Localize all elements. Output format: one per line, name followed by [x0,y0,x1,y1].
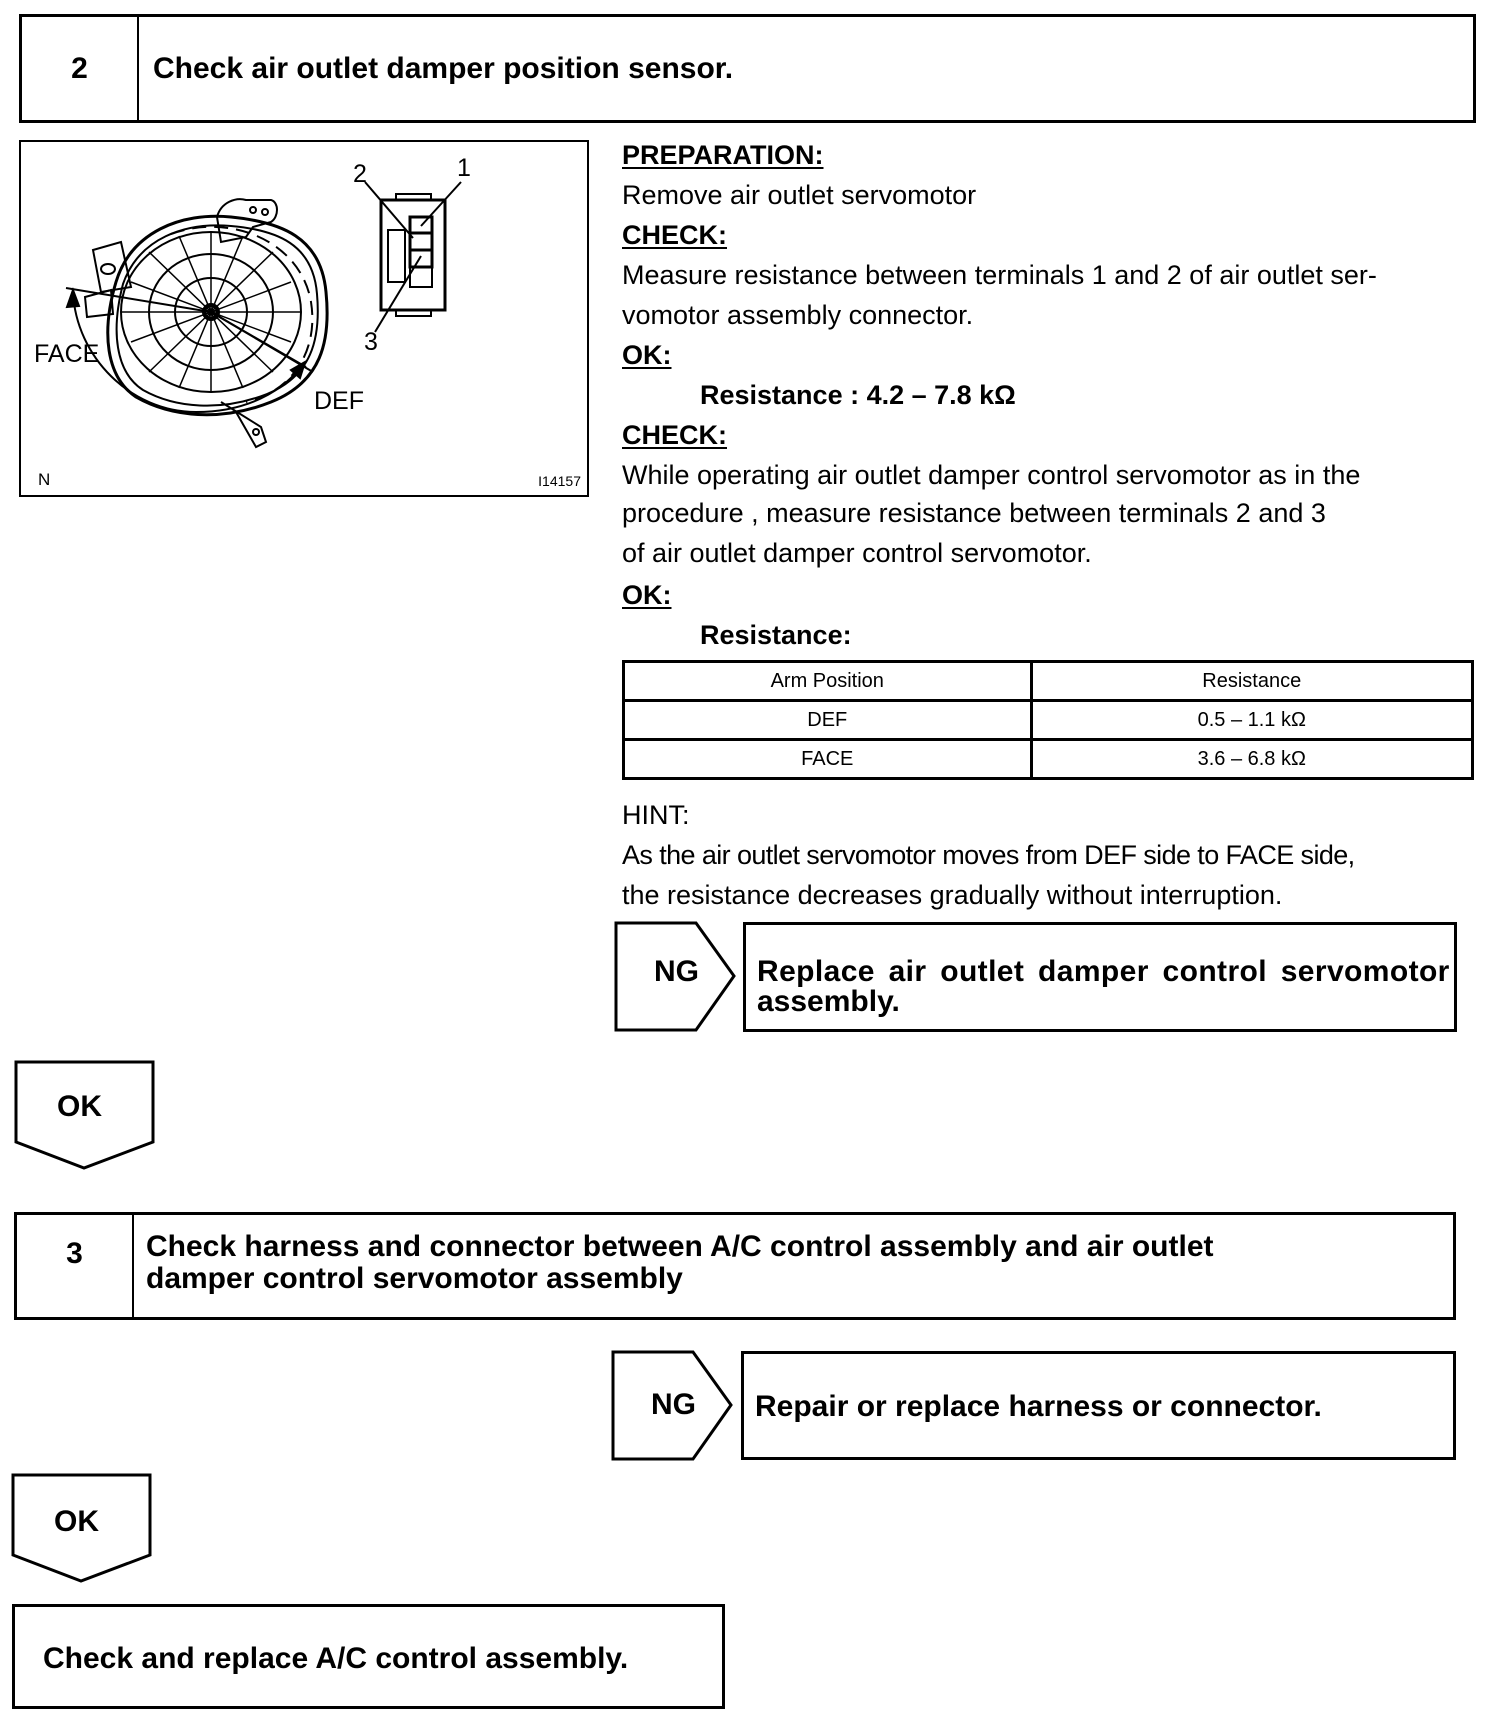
table-cell: DEF [624,701,1032,740]
step-3-title-line-2: damper control servomotor assembly [146,1262,683,1295]
face-label: FACE [34,340,100,368]
ng-2-label: NG [651,1388,696,1421]
step-title: Check air outlet damper position sensor. [153,51,734,85]
step-title [146,1215,1453,1317]
check-2-line-2: procedure , measure resistance between terminals 2 and 3 [622,498,1326,528]
column-header: Resistance [1031,662,1472,701]
ok-1-label: OK [57,1090,102,1123]
resistance-table [622,660,1474,780]
step-3-header [14,1212,1456,1320]
step-3-title-line-1: Check harness and connector between A/C control assembly and air outlet [146,1230,1214,1263]
mount-tab-left [93,242,131,292]
terminal-label-2: 2 [353,160,367,188]
table-cell: FACE [624,740,1032,779]
dashed-travel-path [171,227,312,402]
terminal-label-3: 3 [364,328,378,356]
check-2-heading: CHECK: [622,420,727,450]
ok-2-heading: OK: [622,580,672,610]
ok-2-spec: Resistance: [700,620,852,650]
connector-drawing [365,182,461,332]
check-1-line-2: vomotor assembly connector. [622,300,974,330]
step-number: 2 [22,17,139,120]
ng-2-result-box[interactable] [741,1351,1456,1460]
face-arrowhead [67,290,79,307]
final-result: Check and replace A/C control assembly. [43,1642,629,1675]
preparation-text: Remove air outlet servomotor [622,180,977,210]
ng-1-label: NG [654,955,699,988]
travel-arc [73,292,303,412]
ng-1-result-box[interactable] [743,922,1457,1032]
ok-1-spec: Resistance : 4.2 – 7.8 kΩ [700,380,1016,410]
hint-line-2: the resistance decreases gradually without interruption. [622,880,1283,910]
check-1-line-1: Measure resistance between terminals 1 and 2 of air outlet ser- [622,260,1377,290]
table-header-row [624,662,1473,701]
check-2-line-3: of air outlet damper control servomotor. [622,538,1092,568]
figure-id: I14157 [538,473,581,489]
figure-corner-label: N [38,470,51,489]
terminal-block [410,217,432,267]
check-1-heading: CHECK: [622,220,727,250]
table-cell: 3.6 – 6.8 kΩ [1031,740,1472,779]
ng-1-result-line-2: assembly. [757,985,900,1018]
step-number: 3 [17,1215,134,1317]
hint-line-1: As the air outlet servomotor moves from DEF side to FACE side, [622,840,1355,870]
table-cell: 0.5 – 1.1 kΩ [1031,701,1472,740]
table-row [624,701,1473,740]
ok-1-heading: OK: [622,340,672,370]
ng-1-result-line-1: Replace air outlet damper control servomotor [757,955,1450,988]
step-2-header [19,14,1476,123]
ok-2-label: OK [54,1505,99,1538]
leader-1 [421,182,461,226]
def-label: DEF [314,387,364,415]
servomotor-illustration [21,142,587,495]
table-row [624,740,1473,779]
hint-heading: HINT: [622,800,690,830]
preparation-heading: PREPARATION: [622,140,824,170]
final-result-box[interactable] [12,1604,725,1709]
column-header: Arm Position [624,662,1032,701]
ng-2-result: Repair or replace harness or connector. [755,1390,1322,1423]
servomotor-figure [19,140,589,497]
check-2-line-1: While operating air outlet damper control servomotor as in the [622,460,1361,490]
terminal-label-1: 1 [457,154,471,182]
